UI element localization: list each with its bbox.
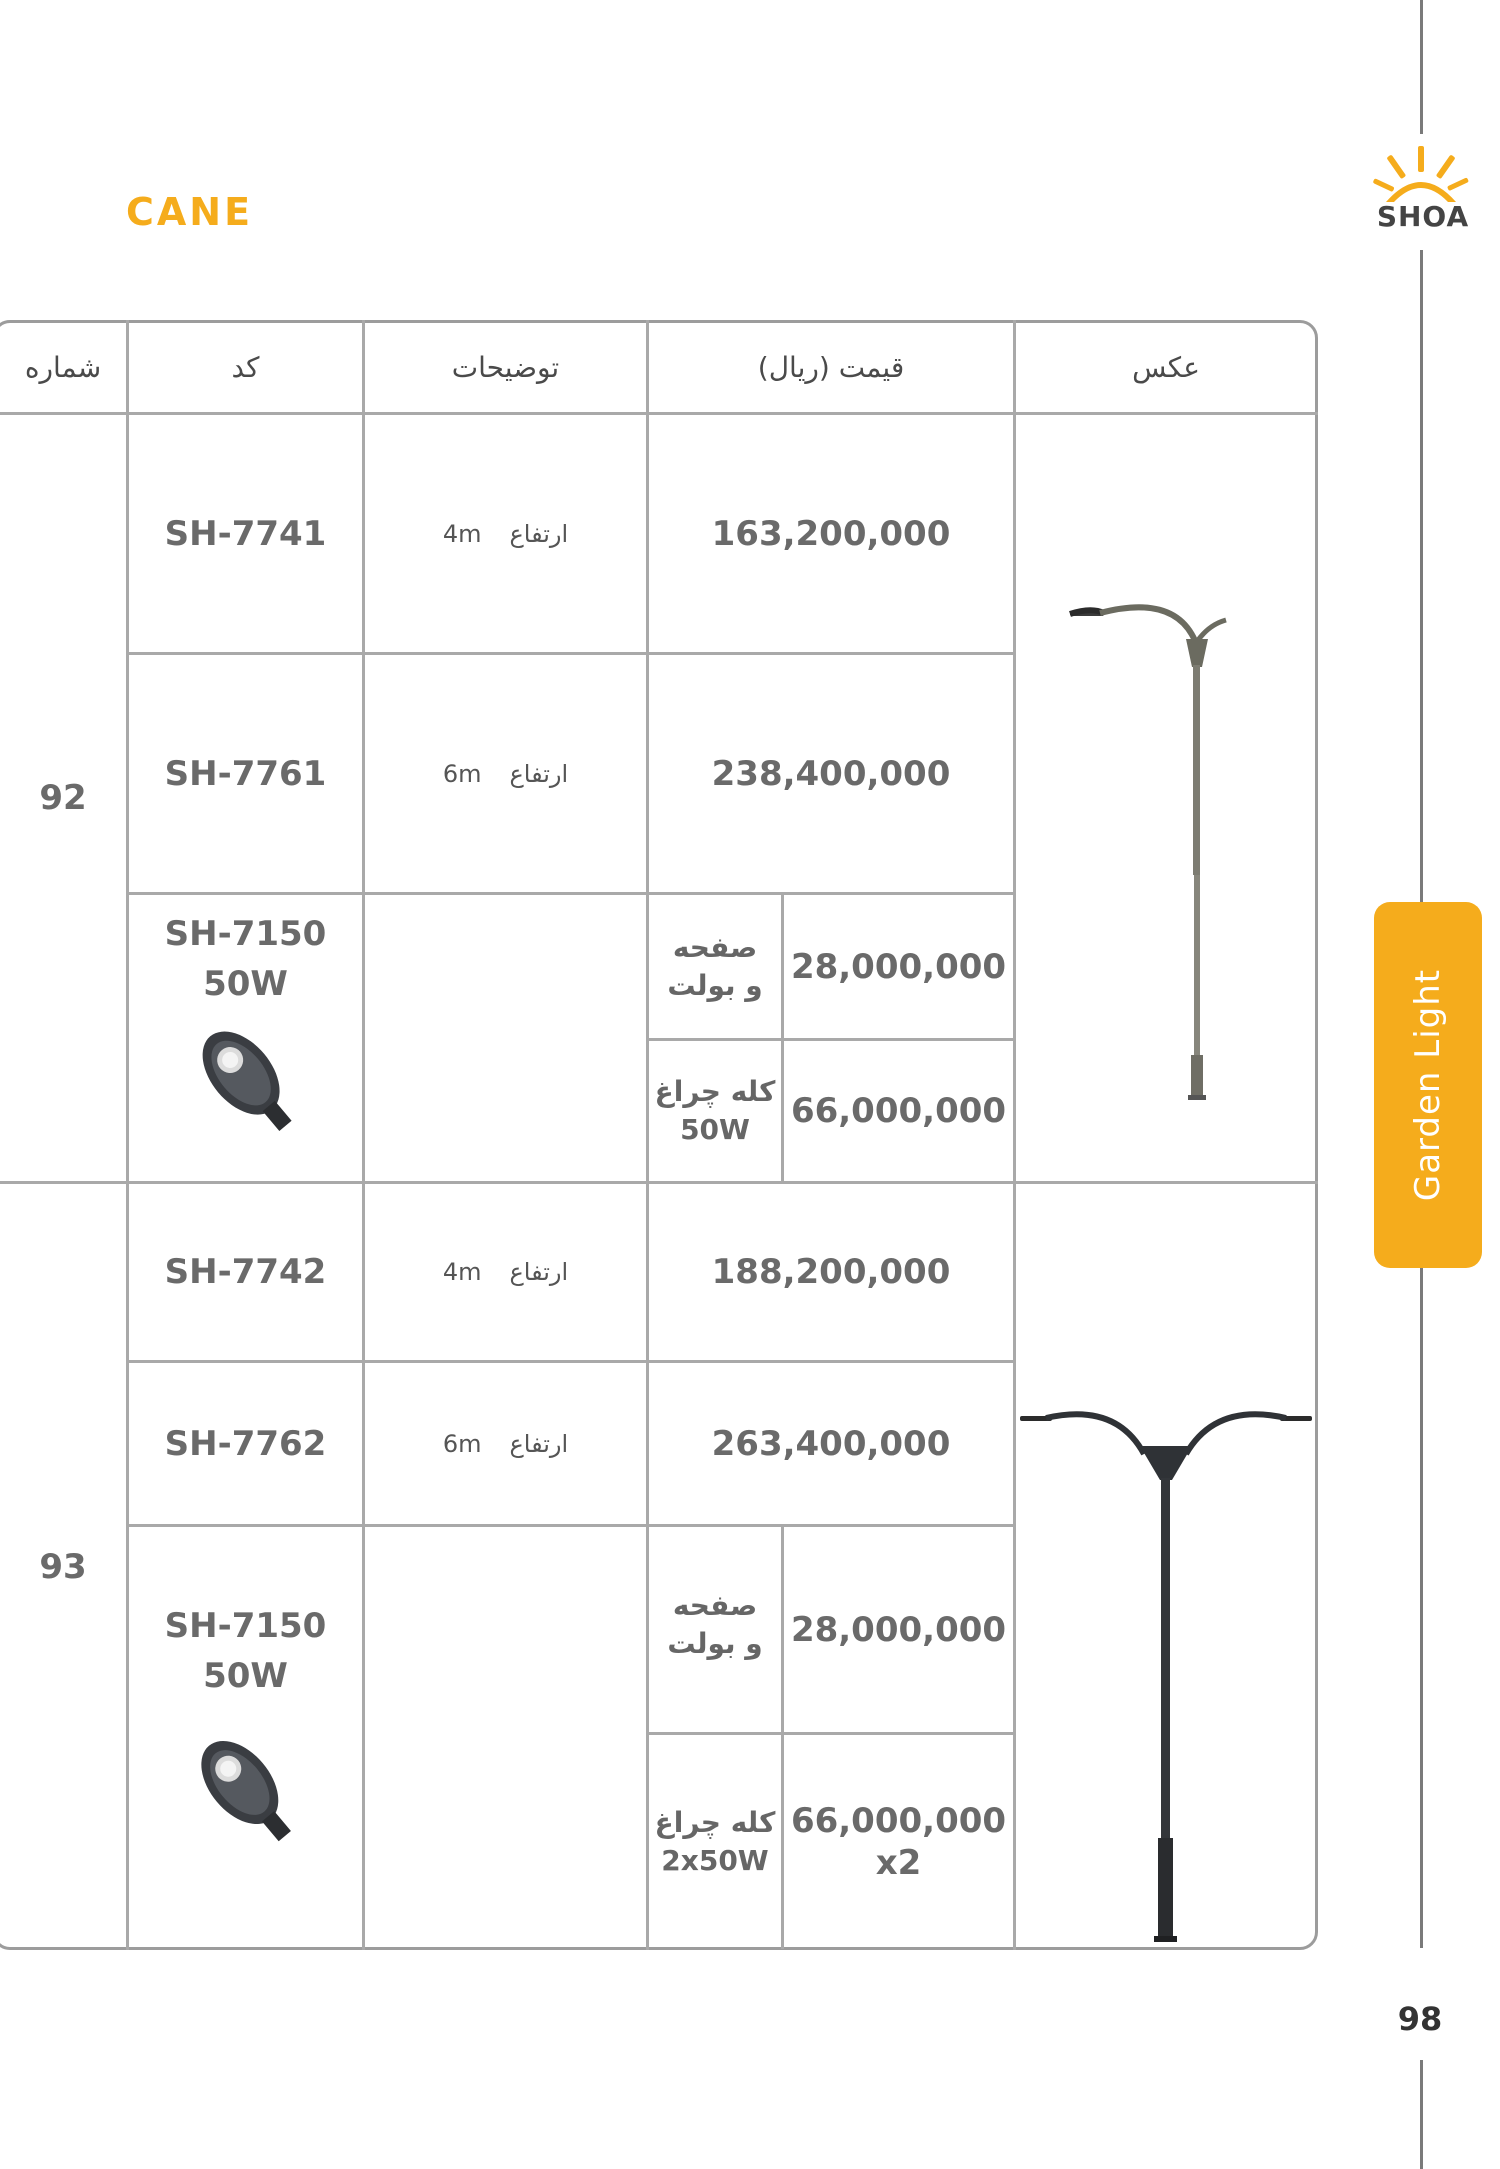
lamp-code: SH-7150 [164, 914, 327, 954]
plate-price: 28,000,000 [790, 946, 1007, 987]
col-header-description: توضیحات [451, 351, 560, 384]
lamp-cell [129, 1527, 362, 1949]
lamp-head-label [649, 1735, 781, 1949]
lamp-head-power: 2x50W [661, 1844, 769, 1877]
lamp-head-price-value: 66,000,000 [790, 1091, 1007, 1131]
product-photo [1016, 415, 1316, 1181]
plate-label [649, 1527, 781, 1732]
single-arm-pole-icon [1016, 415, 1316, 1181]
lamp-description [365, 1527, 646, 1949]
lamp-head-power: 50W [680, 1113, 750, 1146]
section-tab [1374, 902, 1482, 1268]
divider-line [1420, 0, 1423, 134]
lamp-description [365, 895, 646, 1181]
description-value: 4m [442, 1258, 482, 1286]
double-arm-pole-icon [1016, 1184, 1316, 1950]
description-label: ارتفاع [509, 519, 569, 548]
description-value: 6m [442, 759, 482, 788]
divider-line [1420, 250, 1423, 902]
plate-label-line1: صفحه [672, 930, 758, 964]
catalog-title: CANE [126, 190, 254, 234]
lamp-code: SH-7150 [164, 1606, 327, 1646]
product-description [365, 1184, 646, 1360]
lamp-head-label-text: کله چراغ [654, 1806, 776, 1839]
led-street-lamp-icon [176, 1723, 316, 1863]
product-code: SH-7762 [164, 1423, 327, 1464]
product-price: 238,400,000 [711, 753, 951, 794]
plate-label [649, 895, 781, 1038]
description-value: 4m [442, 519, 482, 548]
product-code: SH-7761 [164, 753, 327, 794]
description-value: 6m [442, 1429, 482, 1458]
product-photo [1016, 1184, 1316, 1950]
product-description [365, 415, 646, 652]
product-code: SH-7741 [164, 513, 327, 554]
lamp-cell [129, 895, 362, 1181]
lamp-power: 50W [203, 1656, 288, 1696]
lamp-power: 50W [203, 964, 288, 1004]
description-label: ارتفاع [509, 759, 569, 788]
lamp-head-price [784, 1735, 1013, 1949]
divider-line [1420, 1268, 1423, 1948]
product-code: SH-7742 [164, 1252, 327, 1292]
col-header-photo: عکس [1132, 351, 1200, 384]
led-street-lamp-icon [176, 1017, 316, 1147]
product-description [365, 655, 646, 892]
brand-logo-text: SHOA [1376, 200, 1470, 233]
lamp-head-multiplier: x2 [875, 1843, 922, 1883]
col-header-price: قیمت (ریال) [757, 351, 905, 384]
product-description [365, 1363, 646, 1524]
group-number: 92 [39, 778, 87, 818]
product-price: 263,400,000 [711, 1423, 951, 1464]
lamp-head-price-value: 66,000,000 [790, 1801, 1007, 1841]
lamp-head-label-text: کله چراغ [654, 1075, 776, 1108]
lamp-head-label [649, 1041, 781, 1181]
plate-label-line2: و بولت [667, 968, 763, 1002]
description-label: ارتفاع [509, 1258, 569, 1286]
divider-line [1420, 2060, 1423, 2169]
product-price: 163,200,000 [711, 513, 951, 554]
description-label: ارتفاع [509, 1429, 569, 1458]
plate-label-line2: و بولت [667, 1627, 763, 1660]
lamp-head-price [784, 1041, 1013, 1181]
col-header-number: شماره [24, 351, 102, 384]
product-price: 188,200,000 [711, 1252, 951, 1292]
section-tab-label: Garden Light [1408, 968, 1448, 1202]
plate-label-line1: صفحه [672, 1589, 758, 1622]
col-header-code: کد [231, 351, 260, 384]
plate-price: 28,000,000 [790, 1609, 1007, 1650]
group-number: 93 [39, 1547, 87, 1587]
page-number: 98 [1397, 2000, 1443, 2038]
